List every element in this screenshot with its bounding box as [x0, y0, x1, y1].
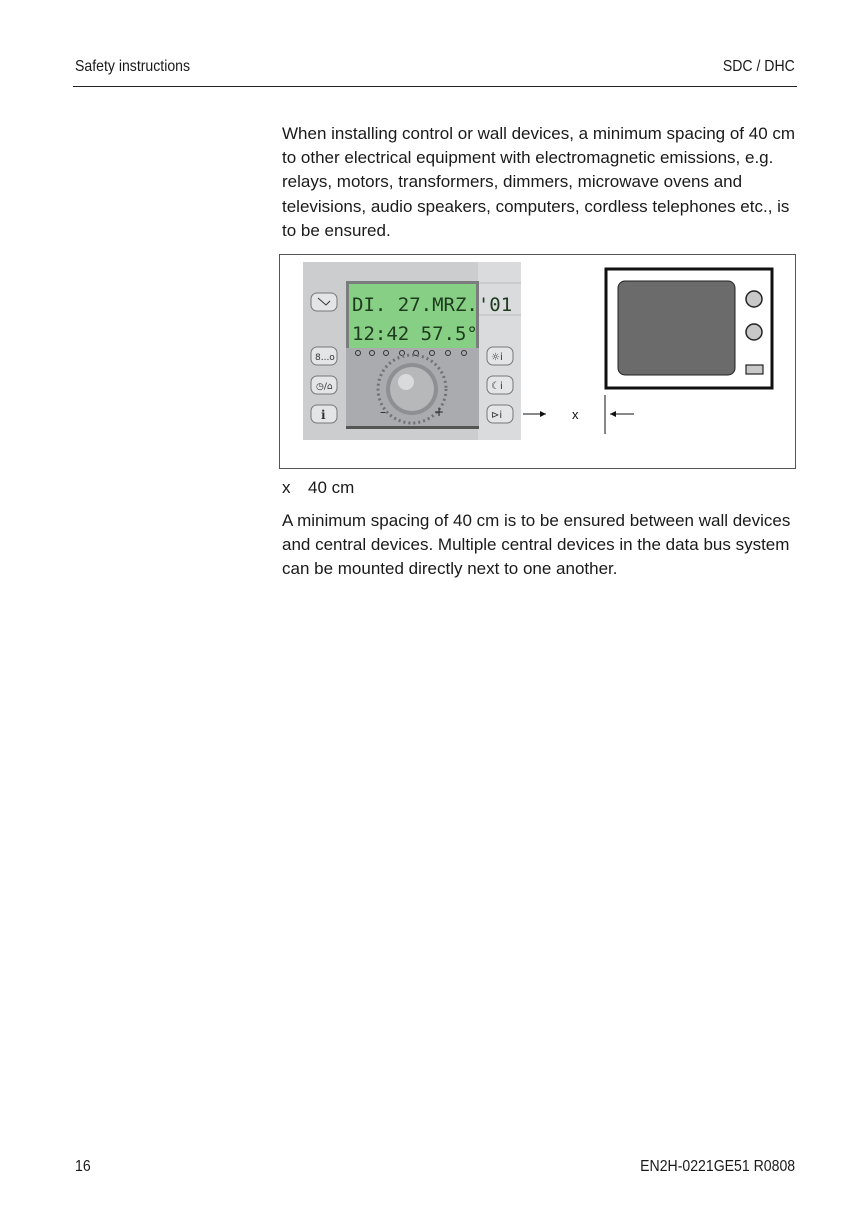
- paragraph-spacing-central-devices: A minimum spacing of 40 cm is to be ensured between wall devices and central devices. Multiple central devices in the data bus system can be mounted directly next to one another.: [282, 511, 791, 579]
- svg-text:–: –: [380, 405, 386, 419]
- right-buttons: [487, 347, 513, 423]
- document-code: EN2H-0221GE51 R0808: [640, 1158, 795, 1175]
- distance-label: x: [572, 407, 579, 422]
- svg-text:8...o: 8...o: [315, 353, 335, 363]
- svg-text:+: +: [434, 405, 445, 419]
- legend-symbol: x: [282, 478, 291, 497]
- lcd-line-time-temp: 12:42 57.5°: [352, 323, 478, 345]
- page-number: 16: [75, 1158, 91, 1175]
- controller-device: [303, 262, 521, 440]
- svg-text:◷/⌂: ◷/⌂: [316, 382, 333, 392]
- lcd-line-date: DI. 27.MRZ.'01: [352, 294, 513, 316]
- paragraph-spacing-other-equipment: When installing control or wall devices, a minimum spacing of 40 cm to other electrical equipment with electromagnetic emissions, e.g. relays, motors, transformers, dimmers, microwave ovens and televisions, audio speakers, computers, cordless telephones etc., is to be ensured.: [282, 124, 796, 240]
- television-icon: [606, 269, 772, 388]
- legend-value: 40 cm: [308, 478, 355, 497]
- spacing-figure: [279, 254, 796, 469]
- figure-legend: [282, 478, 354, 498]
- svg-text:i: i: [321, 408, 326, 422]
- header-divider: [73, 86, 797, 87]
- header-product: SDC / DHC: [723, 58, 795, 75]
- figure-drawing: [280, 255, 797, 470]
- svg-text:⊳i: ⊳i: [491, 410, 503, 421]
- distance-arrows: [523, 395, 634, 434]
- svg-text:☾i: ☾i: [491, 381, 503, 392]
- svg-text:☼i: ☼i: [491, 352, 503, 363]
- header-section-title: Safety instructions: [75, 58, 191, 75]
